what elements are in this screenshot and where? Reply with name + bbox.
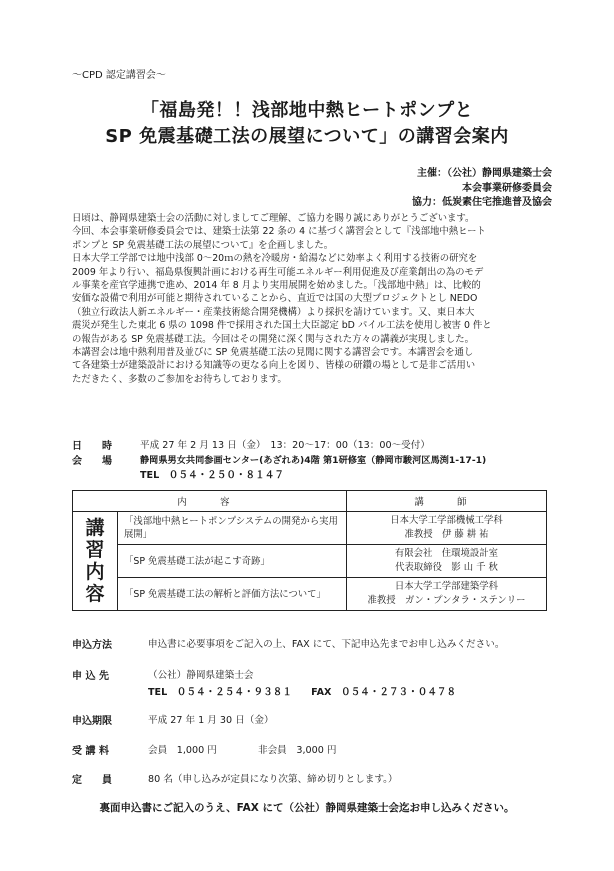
method-value: 申込書に必要事項をご記入の上、FAX にて、下記申込先までお申し込みください。 xyxy=(148,639,505,650)
side-char: 習 xyxy=(85,539,105,561)
fee-member: 会員 1,000 円 xyxy=(148,745,217,756)
fee-nonmember: 非会員 3,000 円 xyxy=(258,745,337,756)
cpd-tag: ～CPD 認定講習会～ xyxy=(72,70,166,81)
lecture-side-label xyxy=(73,512,118,611)
speaker-name: 准教授 伊 藤 耕 祐 xyxy=(404,529,489,540)
intro-text xyxy=(72,212,548,386)
lecture-title: 「SP 免震基礎工法が起こす奇跡」 xyxy=(118,545,347,578)
destination-label: 申 込 先 xyxy=(72,671,109,682)
footer-note: 裏面申込書にご記入のうえ、FAX にて（公社）静岡県建築士会迄お申し込みください。 xyxy=(99,802,515,814)
speaker-affiliation: 日本大学工学部機械工学科 xyxy=(390,515,503,526)
intro-line: 震災が発生した東北 6 県の 1098 件で採用された国土大臣認定 bD パイル工法を使用し被害 0 件と xyxy=(72,320,492,332)
organizer-committee: 本会事業研修委員会 xyxy=(462,183,552,194)
intro-line: ただきたく、多数のご参加をお待ちしております。 xyxy=(72,373,287,385)
destination-name: （公社）静岡県建築士会 xyxy=(148,670,254,681)
lecture-row xyxy=(73,512,547,545)
method-label: 申込方法 xyxy=(72,640,112,651)
lecture-title: 「浅部地中熱ヒートポンプシステムの開発から実用展開」 xyxy=(118,512,347,545)
speaker-column-header: 講 師 xyxy=(347,491,547,512)
capacity-label: 定 員 xyxy=(72,775,112,786)
intro-line: 日本大学工学部では地中浅部 0～20ｍの熱を冷暖房・給湯などに効率よく利用する技術の研究を xyxy=(72,253,478,265)
deadline-label: 申込期限 xyxy=(72,716,112,727)
date-label: 日 時 xyxy=(72,441,112,452)
intro-line: ル事業を産官学連携で進め、2014 年 8 月より実用展開を始めました。「浅部地中熱」は、比較的 xyxy=(72,280,481,292)
lecture-row xyxy=(73,578,547,611)
destination-tel-fax: TEL ０５４・２５４・９３８１ FAX ０５４・２７３・０４７８ xyxy=(148,687,457,698)
intro-line: の報告がある SP 免震基礎工法。今回はその開発に深く関与された方々の講義が実現しました。 xyxy=(72,333,474,345)
intro-line: て各建築士が建築設計における知識等の更なる向上を図り、皆様の研鑽の場として是非ご活用い xyxy=(72,360,476,372)
date-value: 平成 27 年 2 月 13 日（金） 13：20～17：00（13：00～受付） xyxy=(140,440,430,451)
lecture-speaker xyxy=(347,545,547,578)
intro-line: 日頃は、静岡県建築士会の活動に対しましてご理解、ご協力を賜り誠にありがとうございます。 xyxy=(72,213,475,224)
lecture-speaker xyxy=(347,578,547,611)
venue-label: 会 場 xyxy=(72,456,112,467)
intro-line: 本講習会は地中熱利用普及並びに SP 免震基礎工法の見聞に関する講習会です。本講習会を通し xyxy=(72,347,474,359)
organizer-cooperation: 協力：低炭素住宅推進普及協会 xyxy=(412,197,552,208)
speaker-affiliation: 日本大学工学部建築学科 xyxy=(394,581,499,592)
venue-tel: TEL ０５４・２５０・８１４７ xyxy=(140,470,284,481)
lecture-row xyxy=(73,545,547,578)
side-char: 内 xyxy=(85,561,105,583)
intro-line: 2009 年より行い、福島県復興計画における再生可能エネルギー利用促進及び産業創出の為のモデ xyxy=(72,266,484,278)
intro-line: ポンプと SP 免震基礎工法の展望について』を企画しました。 xyxy=(72,239,334,251)
organizer-host: 主催：（公社）静岡県建築士会 xyxy=(417,168,552,179)
speaker-name: 准教授 ガン・プンタラ・ステンリー xyxy=(367,595,526,606)
side-char: 容 xyxy=(85,583,105,605)
speaker-affiliation: 有限会社 住環境設計室 xyxy=(394,548,499,559)
side-char: 講 xyxy=(85,517,105,539)
lecture-speaker xyxy=(347,512,547,545)
deadline-value: 平成 27 年 1 月 30 日（金） xyxy=(148,715,274,726)
speaker-name: 代表取締役 影 山 千 秋 xyxy=(395,562,498,573)
capacity-value: 80 名（申し込みが定員になり次第、締め切りとします。） xyxy=(148,774,398,785)
intro-line: （独立行政法人新エネルギー・産業技術総合開発機構）より採択を請けています。又、東日本大 xyxy=(72,306,475,318)
content-column-header: 内 容 xyxy=(73,491,347,512)
lecture-header-row xyxy=(73,491,547,512)
intro-line: 今回、本会事業研修委員会では、建築士法第 22 条の 4 に基づく講習会として『浅部地中熱ヒート xyxy=(72,226,486,238)
fee-label: 受 講 料 xyxy=(72,746,109,757)
intro-line: 安価な設備で利用が可能と期待されていることから、直近では国の大型プロジェクトとし NEDO xyxy=(72,293,478,305)
title-line-2: SP 免震基礎工法の展望について」の講習会案内 xyxy=(105,126,509,147)
title-line-1: 「福島発！！浅部地中熱ヒートポンプと xyxy=(140,100,474,121)
venue-value: 静岡県男女共同参画センター(あざれあ)4階 第1研修室（静岡市駿河区馬渕1-17-1) xyxy=(140,455,487,466)
lecture-table xyxy=(72,490,547,611)
lecture-title: 「SP 免震基礎工法の解析と評価方法について」 xyxy=(118,578,347,611)
